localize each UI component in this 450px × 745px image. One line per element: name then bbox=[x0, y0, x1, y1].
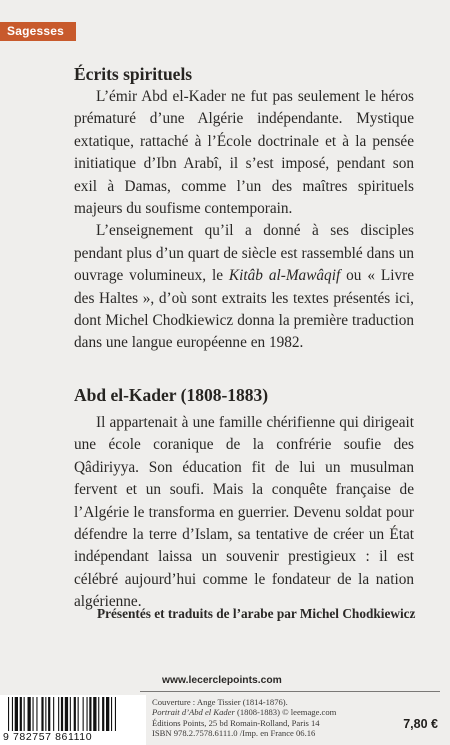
section-title: Abd el-Kader (1808-1883) bbox=[74, 385, 269, 405]
section-biography bbox=[74, 384, 414, 614]
divider bbox=[140, 691, 440, 692]
barcode-bars bbox=[8, 697, 140, 733]
imprint-publisher: Éditions Points, 25 bd Romain-Rolland, Paris 14 bbox=[152, 717, 320, 728]
section-title: Écrits spirituels bbox=[74, 64, 193, 84]
section-ecrits-spirituels bbox=[74, 63, 414, 355]
portrait-title: Portrait d’Abd el Kader bbox=[152, 707, 235, 718]
imprint-cover-credit: Couverture : Ange Tissier (1814-1876). bbox=[152, 697, 288, 707]
publisher-website: www.lecerclepoints.com bbox=[162, 675, 282, 686]
paragraph-intro: L’émir Abd el-Kader ne fut pas seulement le héros prématuré d’une Algérie indépendante. Mystique extatique, rattaché à l’École doctrinale et à la pensée initiatique d’Ibn Arabî, il s’est imposé, pendant son exil à Damas, comme l’un des maîtres spirituels majeurs du soufisme contemporain. bbox=[74, 88, 414, 218]
imprint-info bbox=[152, 697, 392, 739]
portrait-credit: (1808-1883) © leemage.com bbox=[234, 707, 337, 718]
imprint-portrait-credit bbox=[152, 707, 392, 717]
book-title: Kitâb al-Mawâqif bbox=[228, 267, 341, 285]
paragraph-text: ou « Livre des Haltes », d’où sont extraits les textes présentés ici, dont Michel Chodkiewicz donna la première traduction dans une langue européenne en 1982. bbox=[74, 267, 414, 352]
barcode bbox=[0, 695, 146, 745]
series-label: Sagesses bbox=[0, 22, 76, 41]
paragraph-enseignement bbox=[74, 220, 414, 354]
barcode-digits: 9 782757 861110 bbox=[3, 731, 93, 743]
imprint-isbn: ISBN 978.2.7578.6111.0 /Imp. en France 06.16 bbox=[152, 728, 316, 739]
paragraph-text: L’enseignement qu’il a donné à ses disciples pendant plus d’un quart de siècle est rassemblé dans un ouvrage volumineux, le bbox=[74, 222, 414, 285]
translator-credit: Présentés et traduits de l’arabe par Michel Chodkiewicz bbox=[97, 606, 416, 621]
price: 7,80 € bbox=[403, 717, 438, 731]
paragraph-biography: Il appartenait à une famille chérifienne qui dirigeait une école coranique de la confrérie soufie des Qâdiriyya. Son éducation fit de lui un musulman fervent et un soufi. Mais la conquête française de l’Algérie le transforma en guerrier. Devenu soldat pour défendre la terre d’Islam, sa tentative de créer un État indépendant laissa un souvenir prestigieux : il est célébré aujourd’hui comme le fondateur de la nation algérienne. bbox=[74, 414, 414, 611]
